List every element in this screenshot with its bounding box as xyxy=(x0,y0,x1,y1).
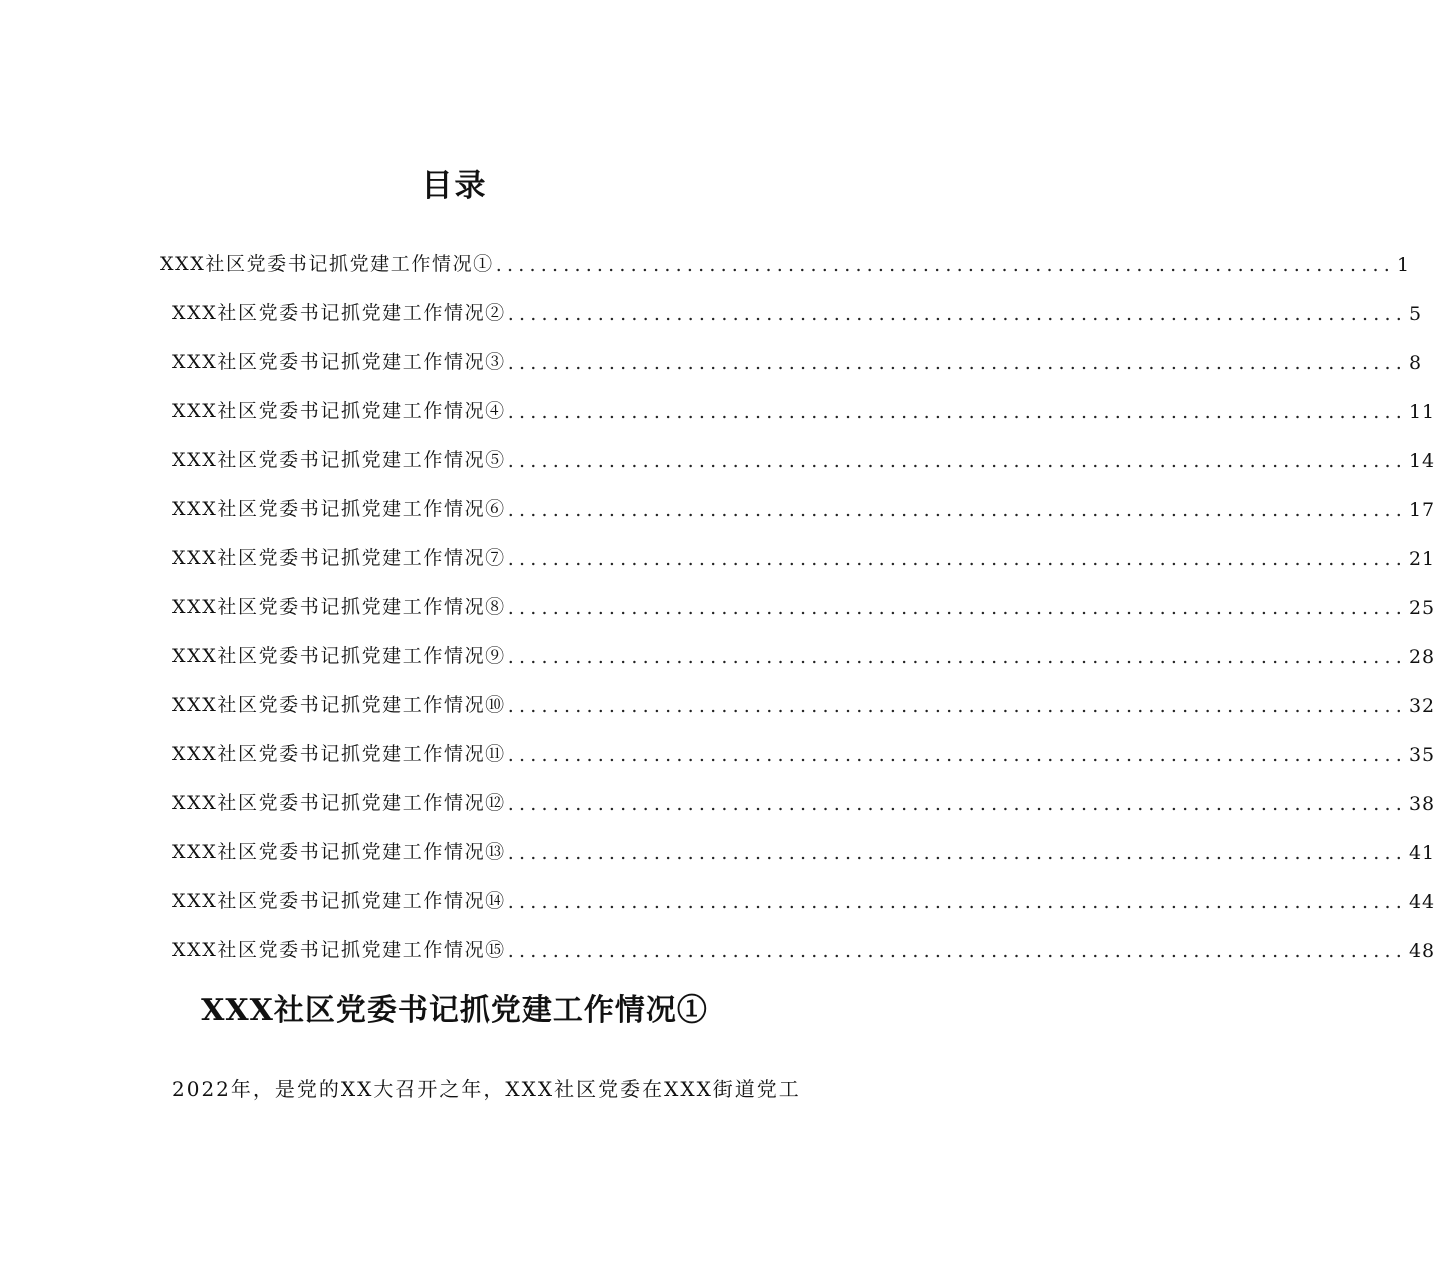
toc-page-number: 44 xyxy=(1408,891,1435,913)
toc-entry[interactable] xyxy=(172,393,1435,423)
toc-entry[interactable] xyxy=(172,883,1435,913)
toc-page-number: 32 xyxy=(1408,695,1435,717)
toc-page-number: 25 xyxy=(1408,597,1435,619)
toc-entry[interactable] xyxy=(172,736,1435,766)
toc-entry-label: XXX社区党委书记抓党建工作情况⑦ xyxy=(172,547,506,569)
toc-page-number: 48 xyxy=(1408,940,1435,962)
toc-entry-label: XXX社区党委书记抓党建工作情况⑭ xyxy=(172,890,506,912)
toc-entry-label: XXX社区党委书记抓党建工作情况⑮ xyxy=(172,939,506,961)
toc-entry-label: XXX社区党委书记抓党建工作情况⑫ xyxy=(172,792,506,814)
toc-page-number: 35 xyxy=(1408,744,1435,766)
toc-entry[interactable] xyxy=(172,491,1435,521)
section-heading: XXX社区党委书记抓党建工作情况① xyxy=(201,993,708,1028)
body-paragraph: 2022年，是党的XX大召开之年，XXX社区党委在XXX街道党工 xyxy=(172,1077,801,1101)
toc-entry-label: XXX社区党委书记抓党建工作情况⑧ xyxy=(172,596,506,618)
toc-title: 目录 xyxy=(421,168,488,204)
toc-entry-label: XXX社区党委书记抓党建工作情况② xyxy=(172,302,506,324)
toc-leader-dots: ................................................................................ xyxy=(507,744,1407,766)
toc-entry-label: XXX社区党委书记抓党建工作情况① xyxy=(160,253,494,275)
toc-entry[interactable] xyxy=(172,295,1423,325)
toc-entry[interactable] xyxy=(172,344,1423,374)
toc-leader-dots: ................................................................................ xyxy=(507,842,1407,864)
toc-leader-dots: ................................................................................ xyxy=(507,499,1407,521)
toc-entry[interactable] xyxy=(172,687,1435,717)
toc-entry[interactable] xyxy=(172,638,1435,668)
toc-entry-label: XXX社区党委书记抓党建工作情况⑤ xyxy=(172,449,506,471)
toc-entry-label: XXX社区党委书记抓党建工作情况⑩ xyxy=(172,694,506,716)
toc-entry[interactable] xyxy=(172,834,1435,864)
toc-page-number: 14 xyxy=(1408,450,1435,472)
toc-entry-label: XXX社区党委书记抓党建工作情况③ xyxy=(172,351,506,373)
toc-entry[interactable] xyxy=(172,540,1435,570)
toc-page-number: 5 xyxy=(1408,303,1423,325)
toc-entry-label: XXX社区党委书记抓党建工作情况⑥ xyxy=(172,498,506,520)
toc-leader-dots: ................................................................................ xyxy=(507,597,1407,619)
toc-page-number: 21 xyxy=(1408,548,1435,570)
toc-page-number: 38 xyxy=(1408,793,1435,815)
toc-page-number: 28 xyxy=(1408,646,1435,668)
toc-leader-dots: ................................................................................ xyxy=(507,450,1407,472)
toc-page-number: 8 xyxy=(1408,352,1423,374)
toc-page-number: 17 xyxy=(1408,499,1435,521)
toc-page-number: 1 xyxy=(1396,254,1411,276)
toc-leader-dots: ................................................................................ xyxy=(507,548,1407,570)
toc-leader-dots: ................................................................................ xyxy=(507,352,1407,374)
toc-leader-dots: ................................................................................ xyxy=(507,303,1407,325)
toc-entry-label: XXX社区党委书记抓党建工作情况⑬ xyxy=(172,841,506,863)
toc-entry[interactable] xyxy=(172,589,1435,619)
toc-entry-label: XXX社区党委书记抓党建工作情况④ xyxy=(172,400,506,422)
toc-leader-dots: ................................................................................ xyxy=(507,401,1407,423)
toc-leader-dots: ................................................................................ xyxy=(507,891,1407,913)
toc-leader-dots: ................................................................................ xyxy=(495,254,1395,276)
toc-entry-label: XXX社区党委书记抓党建工作情况⑪ xyxy=(172,743,506,765)
toc-entry[interactable] xyxy=(172,442,1435,472)
toc-leader-dots: ................................................................................ xyxy=(507,793,1407,815)
toc-leader-dots: ................................................................................ xyxy=(507,695,1407,717)
toc-page-number: 11 xyxy=(1408,401,1435,423)
toc-leader-dots: ................................................................................ xyxy=(507,646,1407,668)
toc-leader-dots: ................................................................................ xyxy=(507,940,1407,962)
toc-entry[interactable] xyxy=(172,785,1435,815)
toc-entry-label: XXX社区党委书记抓党建工作情况⑨ xyxy=(172,645,506,667)
toc-entry[interactable] xyxy=(160,246,1411,276)
toc-page-number: 41 xyxy=(1408,842,1435,864)
toc-entry[interactable] xyxy=(172,932,1435,962)
